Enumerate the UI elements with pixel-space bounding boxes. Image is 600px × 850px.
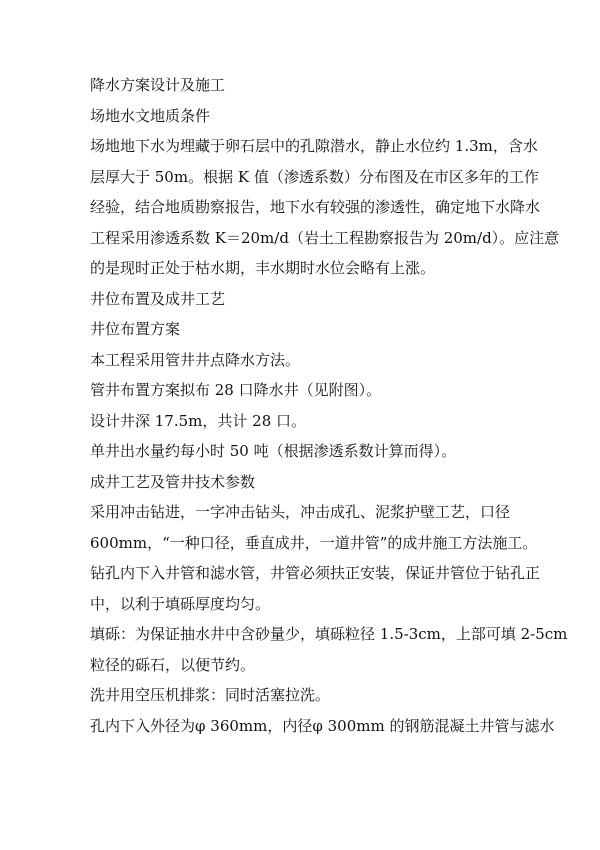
paragraph-line: 粒径的砾石，以便节约。	[90, 655, 256, 674]
section-heading-hydrogeology: 场地水文地质条件	[90, 106, 211, 125]
text-line-plan: 管井布置方案拟布 28 口降水井（见附图）。	[90, 381, 382, 399]
paragraph-line: 经验，结合地质勘察报告，地下水有较强的渗透性，确定地下水降水	[90, 198, 541, 216]
paragraph-casing	[90, 558, 541, 619]
paragraph-line: 层厚大于 50m。根据 K 值（渗透系数）分布图及在市区多年的工作	[90, 167, 539, 186]
section-heading-well-layout: 井位布置及成井工艺	[90, 289, 226, 308]
paragraph-line: 工程采用渗透系数 K＝20m/d（岩土工程勘察报告为 20m/d）。应注意	[90, 228, 560, 247]
text-line-last: 孔内下入外径为φ 360mm，内径φ 300mm 的钢筋混凝土井管与滤水	[90, 716, 555, 735]
paragraph-line: 钻孔内下入井管和滤水管，井管必须扶正安装，保证井管位于钻孔正	[90, 564, 541, 582]
text-line-method: 本工程采用管井井点降水方法。	[90, 350, 301, 369]
subsection-heading-technique: 成井工艺及管井技术参数	[90, 472, 256, 491]
paragraph-line: 采用冲击钻进，一字冲击钻头，冲击成孔、泥浆护壁工艺，口径	[90, 503, 511, 521]
paragraph-line: 场地地下水为埋藏于卵石层中的孔隙潜水，静止水位约 1.3m，含水	[90, 137, 538, 155]
document-title: 降水方案设计及施工	[90, 76, 226, 94]
paragraph-line: 填砾：为保证抽水井中含砂量少，填砾粒径 1.5-3cm，上部可填 2-5cm	[90, 625, 568, 643]
paragraph-gravel	[90, 619, 568, 680]
text-line-wash: 洗井用空压机排浆：同时活塞拉洗。	[90, 686, 331, 704]
paragraph-hydrogeology	[90, 131, 560, 284]
text-line-depth: 设计井深 17.5m，共计 28 口。	[90, 411, 307, 430]
paragraph-line: 的是现时正处于枯水期，丰水期时水位会略有上涨。	[90, 259, 436, 277]
subsection-heading-layout-plan: 井位布置方案	[90, 320, 181, 338]
paragraph-line: 中，以利于填砾厚度均匀。	[90, 594, 271, 613]
document-body	[90, 70, 568, 741]
paragraph-drilling	[90, 497, 538, 558]
text-line-output: 单井出水量约每小时 50 吨（根据渗透系数计算而得）。	[90, 442, 457, 460]
paragraph-line: 600mm，“一种口径，垂直成井，一道井管”的成井施工方法施工。	[90, 533, 538, 552]
